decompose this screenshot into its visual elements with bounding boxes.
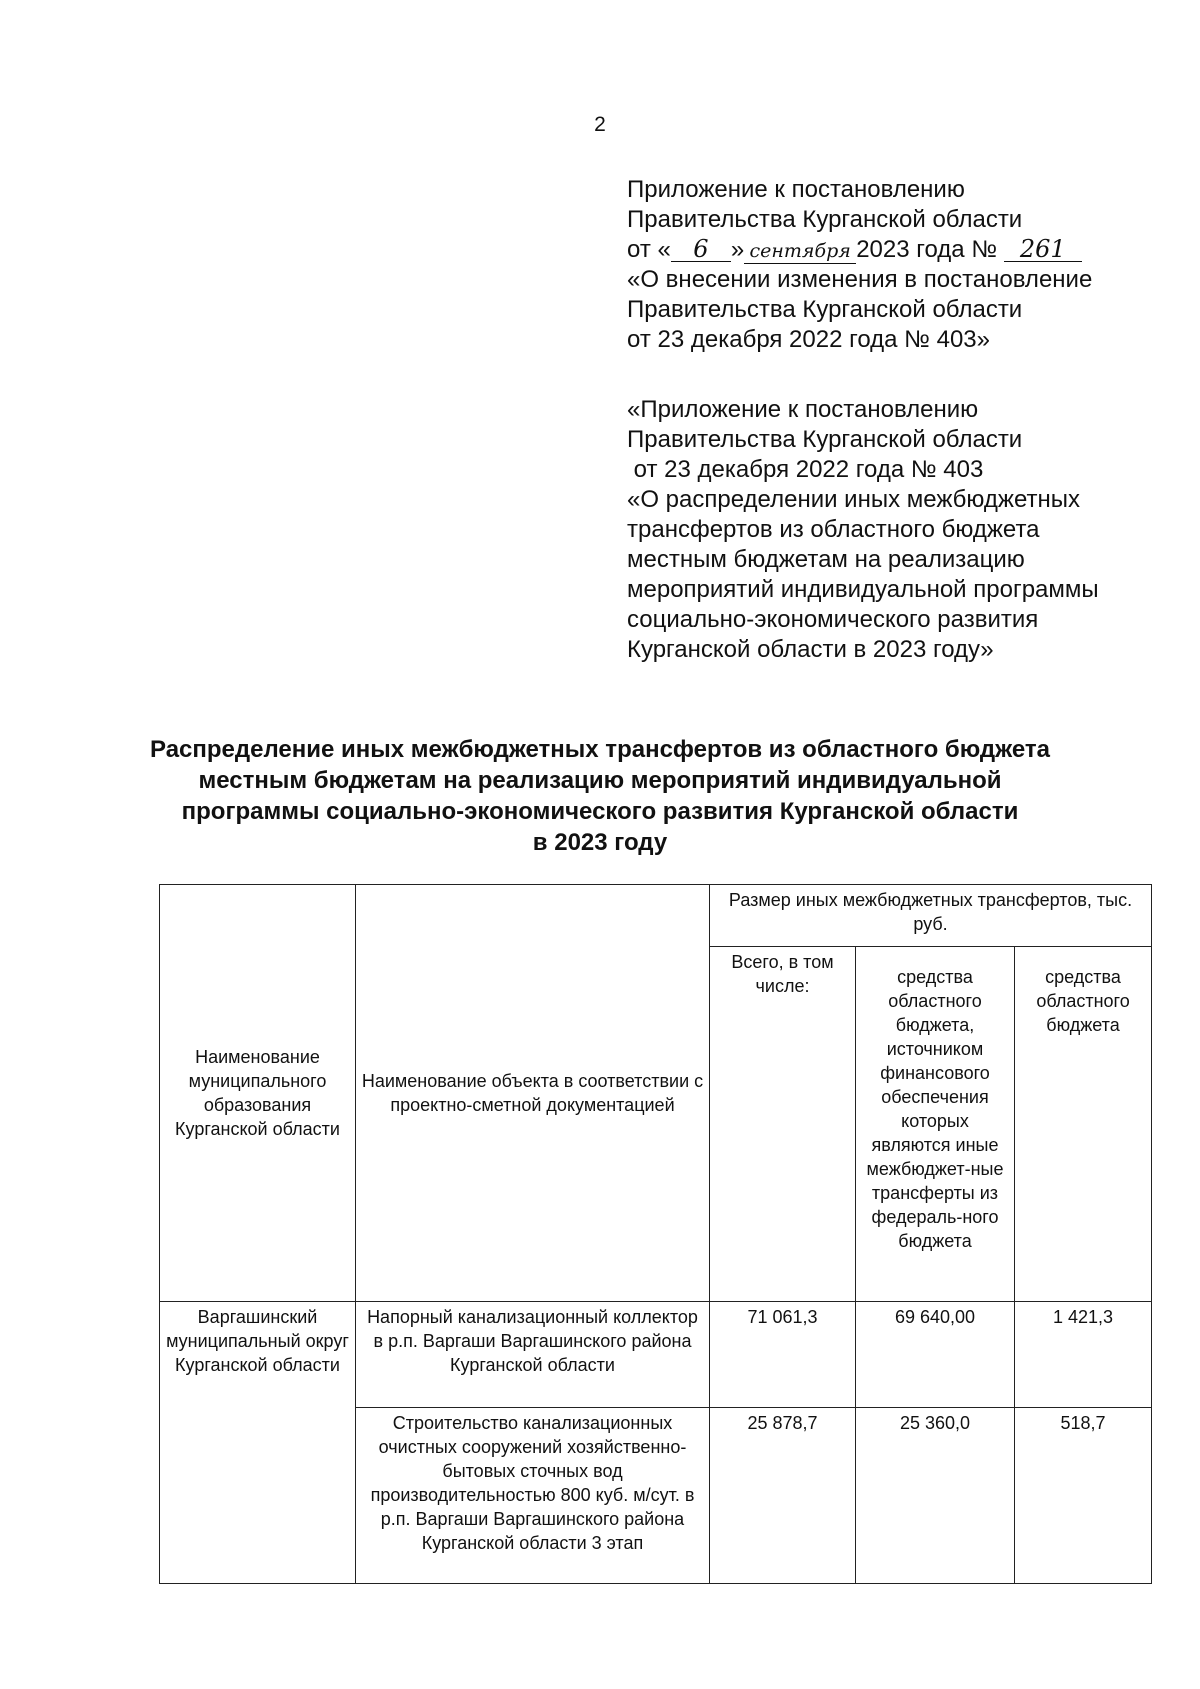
title-line: местным бюджетам на реализацию мероприятий индивидуальной [198, 767, 1002, 794]
header-object: Наименование объекта в соответствии с проектно-сметной документацией [356, 885, 710, 1302]
transfers-table [159, 884, 1152, 1584]
handwritten-number: 261 [1004, 237, 1082, 262]
appendix-line: мероприятий индивидуальной программы [627, 576, 1099, 603]
appendix-line: Курганской области в 2023 году» [627, 636, 994, 663]
appendix-line: «О распределении иных межбюджетных [627, 486, 1080, 513]
page-number: 2 [594, 113, 606, 136]
cell-regional: 1 421,3 [1015, 1302, 1152, 1408]
header-regional: средства областного бюджета [1015, 947, 1152, 1302]
appendix-line: «О внесении изменения в постановление [627, 266, 1093, 293]
appendix-line: Приложение к постановлению [627, 176, 965, 203]
cell-municipality: Варгашинский муниципальный округ Курганской области [160, 1302, 356, 1408]
appendix-line: социально-экономического развития [627, 606, 1039, 633]
document-title [120, 734, 1080, 858]
appendix-line: Правительства Курганской области [627, 426, 1023, 453]
appendix-line: Правительства Курганской области [627, 206, 1023, 233]
header-total: Всего, в том числе: [710, 947, 856, 1302]
header-transfers: Размер иных межбюджетных трансфертов, тыс. руб. [710, 885, 1152, 947]
cell-federal: 25 360,0 [856, 1408, 1015, 1584]
title-line: программы социально-экономического развития Курганской области [181, 798, 1019, 825]
appendix-header [627, 175, 1187, 355]
appendix-line: Правительства Курганской области [627, 296, 1023, 323]
quoted-appendix-header [627, 395, 1187, 665]
appendix-line: от 23 декабря 2022 года № 403» [627, 326, 990, 353]
header-municipality: Наименование муниципального образования Курганской области [160, 885, 356, 1302]
title-line: Распределение иных межбюджетных трансфертов из областного бюджета [150, 736, 1050, 763]
appendix-date-line [627, 235, 1187, 265]
cell-total: 71 061,3 [710, 1302, 856, 1408]
date-prefix: от « [627, 236, 671, 263]
handwritten-month: сентября [744, 239, 856, 264]
appendix-line: «Приложение к постановлению [627, 396, 979, 423]
cell-object: Строительство канализационных очистных сооружений хозяйственно-бытовых сточных вод производительностью 800 куб. м/сут. в р.п. Варгаши Варгашинского района Курганской области 3 этап [356, 1408, 710, 1584]
appendix-line: местным бюджетам на реализацию [627, 546, 1025, 573]
cell-regional: 518,7 [1015, 1408, 1152, 1584]
appendix-line: трансфертов из областного бюджета [627, 516, 1040, 543]
cell-municipality-continued [160, 1408, 356, 1584]
appendix-line: от 23 декабря 2022 года № 403 [627, 456, 984, 483]
title-line: в 2023 году [532, 829, 668, 856]
cell-total: 25 878,7 [710, 1408, 856, 1584]
cell-federal: 69 640,00 [856, 1302, 1015, 1408]
handwritten-day: 6 [671, 237, 731, 262]
cell-object: Напорный канализационный коллектор в р.п. Варгаши Варгашинского района Курганской области [356, 1302, 710, 1408]
date-year: 2023 года № [856, 236, 998, 263]
date-quote: » [730, 236, 745, 263]
header-federal: средства областного бюджета, источником финансового обеспечения которых являются иные межбюджет-ные трансферты из федераль-ного бюджета [856, 947, 1015, 1302]
